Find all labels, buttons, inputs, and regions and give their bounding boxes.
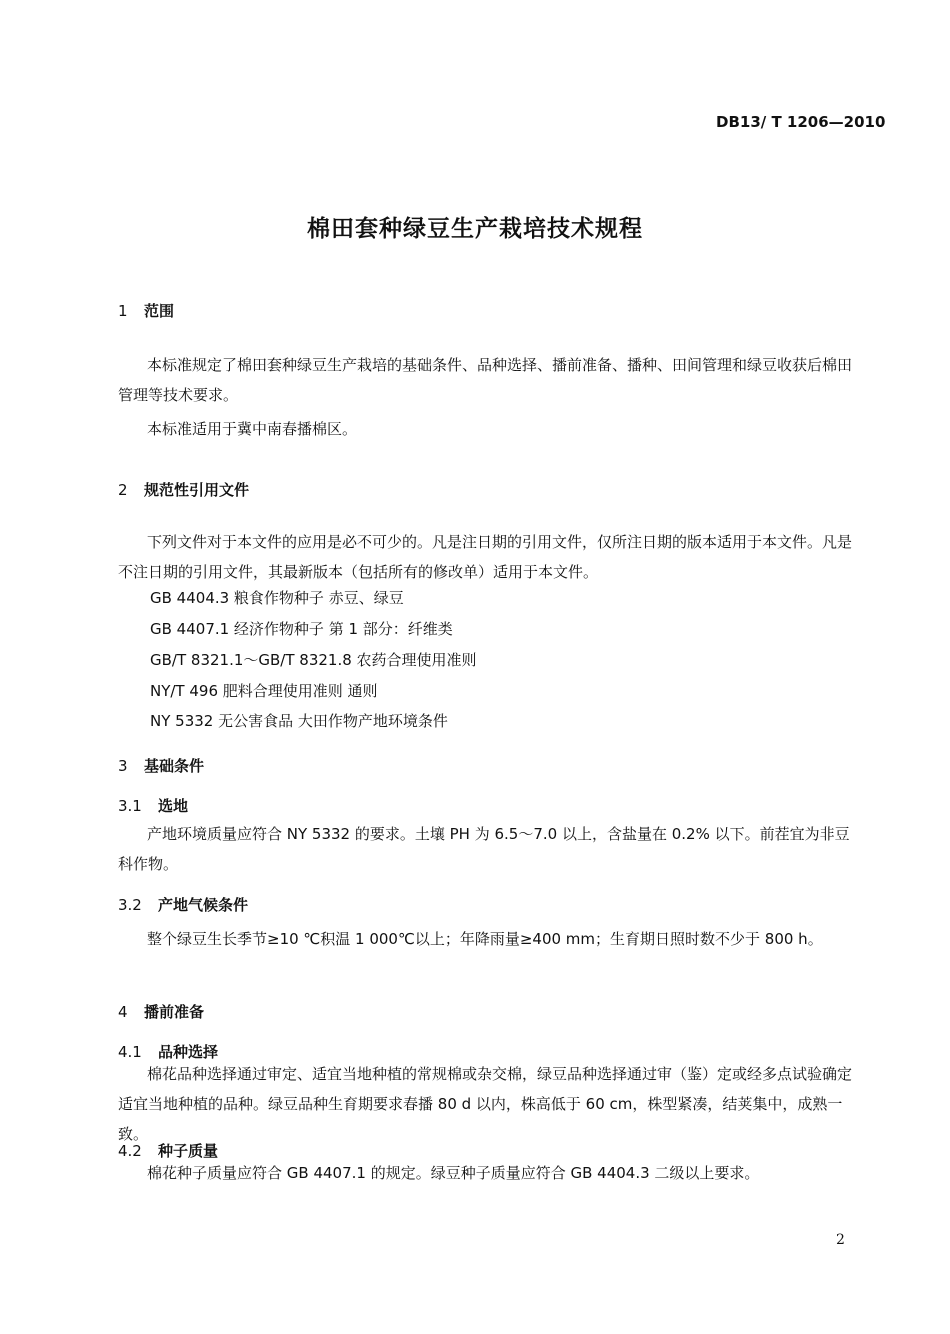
section-3-2-paragraph [118,924,862,954]
section-title: 范围 [144,302,175,320]
section-number: 2 [118,481,128,499]
document-title: 棉田套种绿豆生产栽培技术规程 [307,216,643,242]
reference-item: GB/T 8321.1～GB/T 8321.8 农药合理使用准则 [150,651,477,669]
section-1-paragraph-2: 本标准适用于冀中南春播棉区。 [147,420,358,438]
subsection-title: 产地气候条件 [158,896,249,914]
standard-number: DB13/ T 1206—2010 [716,113,886,131]
reference-item: NY/T 496 肥料合理使用准则 通则 [150,682,378,700]
section-4-heading [118,1001,204,1022]
section-title: 基础条件 [144,757,205,775]
paragraph-text: 产地环境质量应符合 NY 5332 的要求。土壤 PH 为 6.5～7.0 以上，含盐量在 0.2% 以下。前茬宜为非豆科作物。 [118,825,850,873]
section-title: 播前准备 [144,1003,205,1021]
reference-item: GB 4404.3 粮食作物种子 赤豆、绿豆 [150,589,404,607]
subsection-number: 4.1 [118,1043,142,1061]
section-3-1-paragraph [118,819,862,879]
paragraph-text: 下列文件对于本文件的应用是必不可少的。凡是注日期的引用文件，仅所注日期的版本适用于本文件。凡是不注日期的引用文件，其最新版本（包括所有的修改单）适用于本文件。 [118,533,853,581]
paragraph-text: 棉花品种选择通过审定、适宜当地种植的常规棉或杂交棉，绿豆品种选择通过审（鉴）定或经多点试验确定适宜当地种植的品种。绿豆品种生育期要求春播 80 d 以内，株高低于 60 cm，株型紧凑，结荚集中，成熟一致。 [118,1065,853,1143]
section-3-1-heading [118,795,188,816]
section-3-heading [118,755,204,776]
subsection-title: 品种选择 [158,1043,219,1061]
paragraph-text: 整个绿豆生长季节≥10 ℃积温 1 000℃以上；年降雨量≥400 mm；生育期日照时数不少于 800 h。 [147,930,823,948]
reference-item: GB 4407.1 经济作物种子 第 1 部分：纤维类 [150,620,453,638]
section-title: 规范性引用文件 [144,481,250,499]
subsection-number: 3.2 [118,896,142,914]
reference-item: NY 5332 无公害食品 大田作物产地环境条件 [150,712,448,730]
page-number: 2 [836,1232,845,1248]
section-2-heading [118,479,249,500]
section-3-2-heading [118,894,248,915]
subsection-number: 4.2 [118,1142,142,1160]
section-4-1-paragraph [118,1059,862,1149]
section-number: 1 [118,302,128,320]
section-number: 4 [118,1003,128,1021]
paragraph-text: 本标准规定了棉田套种绿豆生产栽培的基础条件、品种选择、播前准备、播种、田间管理和绿豆收获后棉田管理等技术要求。 [118,356,853,404]
subsection-title: 选地 [158,797,189,815]
subsection-title: 种子质量 [158,1142,219,1160]
section-4-2-paragraph: 棉花种子质量应符合 GB 4407.1 的规定。绿豆种子质量应符合 GB 4404.3 二级以上要求。 [147,1164,760,1182]
section-1-heading [118,300,174,321]
section-number: 3 [118,757,128,775]
section-1-paragraph-1 [118,350,862,410]
subsection-number: 3.1 [118,797,142,815]
section-2-paragraph [118,527,862,587]
